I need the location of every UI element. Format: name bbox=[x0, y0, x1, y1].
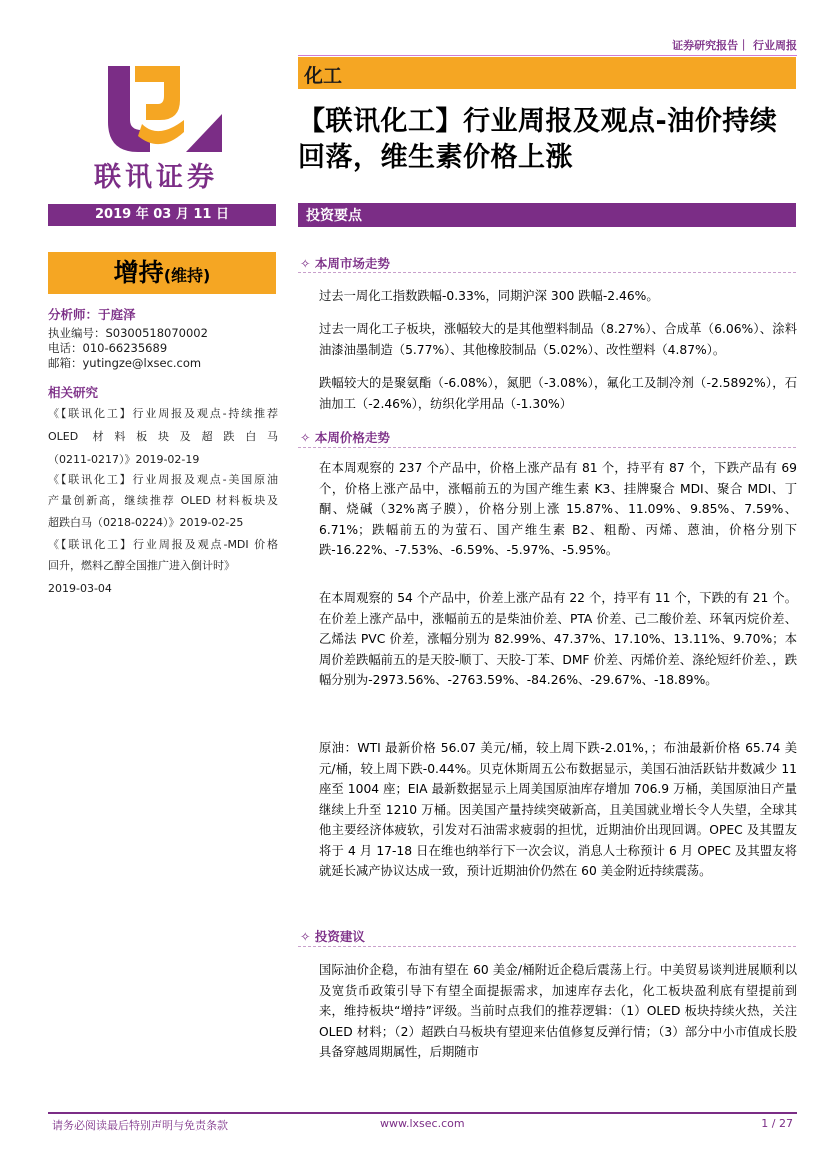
footer-divider bbox=[48, 1112, 797, 1114]
subhead-market-trend: ✧ 本周市场走势 bbox=[300, 256, 390, 271]
related-item-1-line2[interactable]: OLED 材料板块及超跌白马 bbox=[48, 430, 278, 443]
header-divider bbox=[298, 55, 797, 56]
related-item-2-line1[interactable]: 《【联讯化工】行业周报及观点-美国原油 bbox=[48, 473, 278, 486]
market-para-1: 过去一周化工指数跌幅-0.33%，同期沪深 300 跌幅-2.46%。 bbox=[319, 289, 659, 303]
sector-label: 化工 bbox=[304, 65, 343, 87]
analyst-email[interactable]: 邮箱：yutingze@lxsec.com bbox=[48, 356, 202, 370]
rating-value: 增持 bbox=[113, 258, 164, 287]
subhead-divider bbox=[298, 272, 796, 274]
logo-mark-icon bbox=[80, 60, 250, 160]
related-item-3-line2[interactable]: 回升，燃料乙醇全国推广进入倒计时》 bbox=[48, 559, 235, 572]
related-item-2-line2[interactable]: 产量创新高，继续推荐 OLED 材料板块及 bbox=[48, 494, 278, 507]
report-date: 2019 年 03 月 11 日 bbox=[48, 204, 276, 226]
logo-text: 联讯证券 bbox=[94, 162, 218, 193]
report-type-label: 证券研究报告｜ 行业周报 bbox=[672, 39, 797, 52]
related-item-2-line3[interactable]: 超跌白马（0218-0224）》2019-02-25 bbox=[48, 516, 244, 529]
oil-para: 原油：WTI 最新价格 56.07 美元/桶，较上周下跌-2.01%，；布油最新价格 65.74 美元/桶，较上周下跌-0.44%。贝克休斯周五公布数据显示，美国石油活跃钻井数减少 11 座至 1004 座；EIA 最新数据显示上周美国原油库存增加 706.9 万桶，美国原油日产量继续上升至 1210 万桶。因美国产量持续突破新高，且美国就业增长令人失望，全球其他主要经济体疲软，引发对石油需求疲弱的担忧，近期油价出现回调。OPEC 及其盟友将于 4 月 17-18 日在维也纳举行下一次会议，消息人士称预计 6 月 OPEC 及其盟友将就延长减产协议达成一致，预计近期油价仍然在 60 美金附近持续震荡。 bbox=[319, 741, 797, 878]
advice-para: 国际油价企稳，布油有望在 60 美金/桶附近企稳后震荡上行。中美贸易谈判进展顺利以及宽货币政策引导下有望全面提振需求，加速库存去化，化工板块盈利底有望提前到来，维持板块“增持”评级。当前时点我们的推荐逻辑：（1）OLED 板块持续火热，关注 OLED 材料；（2）超跌白马板块有望迎来估值修复反弹行情；（3）部分中小市值成长股具备穿越周期属性，后期随市 bbox=[319, 963, 797, 1059]
subhead-price-trend: ✧ 本周价格走势 bbox=[300, 430, 390, 445]
price-para-1: 在本周观察的 237 个产品中，价格上涨产品有 81 个，持平有 87 个，下跌产品有 69 个，价格上涨产品中，涨幅前五的为国产维生素 K3、挂牌聚合 MDI、聚合 MDI、丁酮、烧碱（32%离子膜），价格分别上涨 15.87%、11.09%、9.85%、7.59%、6.71%；跌幅前五的为萤石、国产维生素 B2、粗酚、丙烯、蒽油，价格分别下跌-16.22%、-7.53%、-6.59%、-5.97%、-5.95%。 bbox=[319, 461, 797, 557]
subhead-divider bbox=[298, 447, 796, 449]
report-title: 【联讯化工】行业周报及观点-油价持续回落，维生素价格上涨 bbox=[298, 106, 778, 173]
analyst-phone: 电话：010-66235689 bbox=[48, 341, 168, 355]
market-para-2: 过去一周化工子板块，涨幅较大的是其他塑料制品（8.27%）、合成革（6.06%）、涂料油漆油墨制造（5.77%）、其他橡胶制品（5.02%）、改性塑料（4.87%）。 bbox=[319, 322, 797, 357]
price-para-2: 在本周观察的 54 个产品中，价差上涨产品有 22 个，持平有 11 个，下跌的有 21 个。在价差上涨产品中，涨幅前五的是柴油价差、PTA 价差、己二酸价差、环氧丙烷价差、乙烯法 PVC 价差，涨幅分别为 82.99%、47.37%、17.10%、13.11%、9.70%；本周价差跌幅前五的是天胶-顺丁、天胶-丁苯、DMF 价差、丙烯价差、涤纶短纤价差、，跌幅分别为-2973.56%、-2763.59%、-84.26%、-29.67%、-18.89%。 bbox=[319, 591, 797, 687]
footer-page-number: 1 / 27 bbox=[761, 1117, 793, 1130]
section-title: 投资要点 bbox=[306, 208, 362, 224]
rating-box bbox=[48, 252, 276, 294]
subhead-divider bbox=[298, 946, 796, 948]
sector-bar bbox=[298, 57, 796, 89]
footer-disclaimer[interactable]: 请务必阅读最后特别声明与免责条款 bbox=[52, 1119, 228, 1132]
market-para-3: 跌幅较大的是聚氨酯（-6.08%），氮肥（-3.08%），氟化工及制冷剂（-2.5892%），石油加工（-2.46%），纺织化学用品（-1.30%） bbox=[319, 376, 797, 411]
related-item-1-line3[interactable]: （0211-0217）》2019-02-19 bbox=[48, 453, 200, 466]
footer-website[interactable]: www.lxsec.com bbox=[380, 1117, 465, 1130]
section-header-bar bbox=[298, 203, 796, 227]
related-item-3-line3[interactable]: 2019-03-04 bbox=[48, 582, 112, 595]
analyst-name: 分析师：于庭泽 bbox=[48, 307, 136, 322]
related-item-3-line1[interactable]: 《【联讯化工】行业周报及观点-MDI 价格 bbox=[48, 538, 278, 551]
subhead-investment-advice: ✧ 投资建议 bbox=[300, 929, 365, 944]
analyst-cert: 执业编号：S0300518070002 bbox=[48, 326, 208, 340]
related-research-title: 相关研究 bbox=[48, 385, 99, 400]
rating-change: (维持) bbox=[163, 266, 211, 285]
related-item-1-line1[interactable]: 《【联讯化工】行业周报及观点-持续推荐 bbox=[48, 407, 278, 420]
